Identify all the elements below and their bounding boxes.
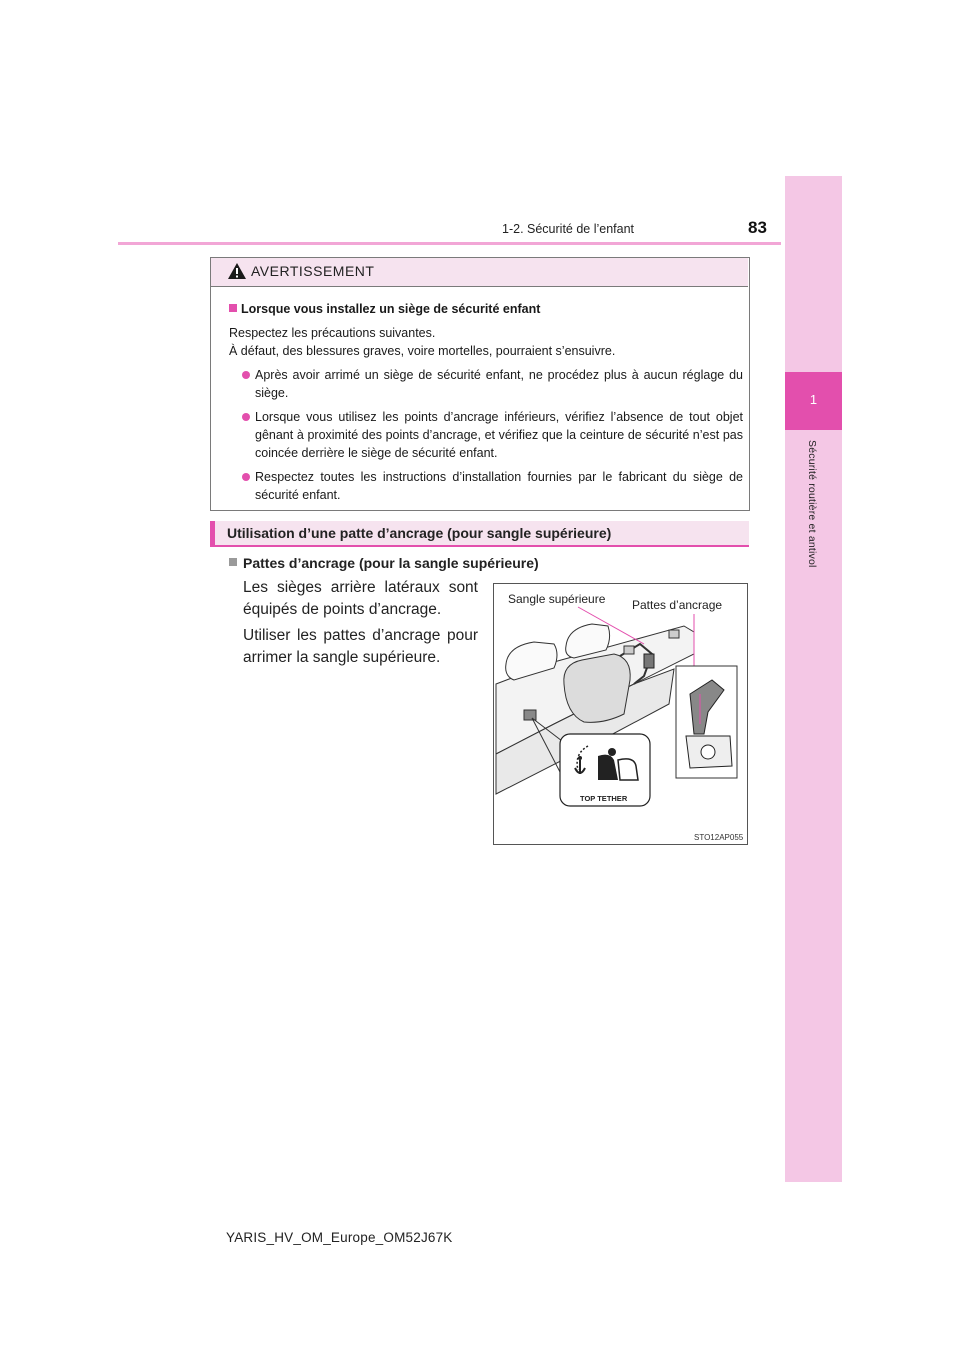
chapter-title-tab [785,440,842,620]
subheading: Pattes d’ancrage (pour la sangle supérieure) [229,555,539,571]
chapter-sidebar [785,176,842,1182]
figure-code: STO12AP055 [694,833,744,842]
anchor-illustration [493,583,748,845]
warning-title: AVERTISSEMENT [251,263,375,279]
document-id: YARIS_HV_OM_Europe_OM52J67K [226,1230,453,1245]
chapter-title: Sécurité routière et antivol [806,440,818,568]
warning-intro-1: Respectez les précautions suivantes. [229,326,436,340]
top-tether-badge-text: TOP TETHER [580,794,628,803]
warning-bullet: Respectez toutes les instructions d’installation fournies par le fabricant du siège de sécurité enfant. [242,468,743,504]
anchor-label: Pattes d’ancrage [632,598,723,612]
page-number: 83 [748,218,767,237]
chapter-number-tab [785,372,842,430]
section-title: Utilisation d’une patte d’ancrage (pour sangle supérieure) [227,525,612,541]
body-paragraph: Utiliser les pattes d’ancrage pour arrimer la sangle supérieure. [243,627,478,666]
section-header: 1-2. Sécurité de l’enfant [502,222,635,236]
warning-triangle-icon [227,262,247,280]
section-heading-bar [210,521,749,547]
seat-anchor-drawing [494,584,747,844]
warning-intro-2: À défaut, des blessures graves, voire mortelles, pourraient s’ensuivre. [229,344,616,358]
header-rule [118,242,781,245]
warning-heading: Lorsque vous installez un siège de sécurité enfant [229,300,743,318]
warning-bullet: Après avoir arrimé un siège de sécurité enfant, ne procédez plus à aucun réglage du siège. [242,366,743,402]
chapter-number: 1 [809,392,818,407]
strap-label: Sangle supérieure [508,592,606,606]
warning-body [229,300,743,504]
warning-bullet: Lorsque vous utilisez les points d’ancrage inférieurs, vérifiez l’absence de tout objet gênant à proximité des points d’ancrage, et vérifiez que la ceinture de sécurité n’est pas coincée derrière le siège de sécurité enfant. [242,408,743,462]
body-paragraph: Les sièges arrière latéraux sont équipés de points d’ancrage. [243,579,478,618]
